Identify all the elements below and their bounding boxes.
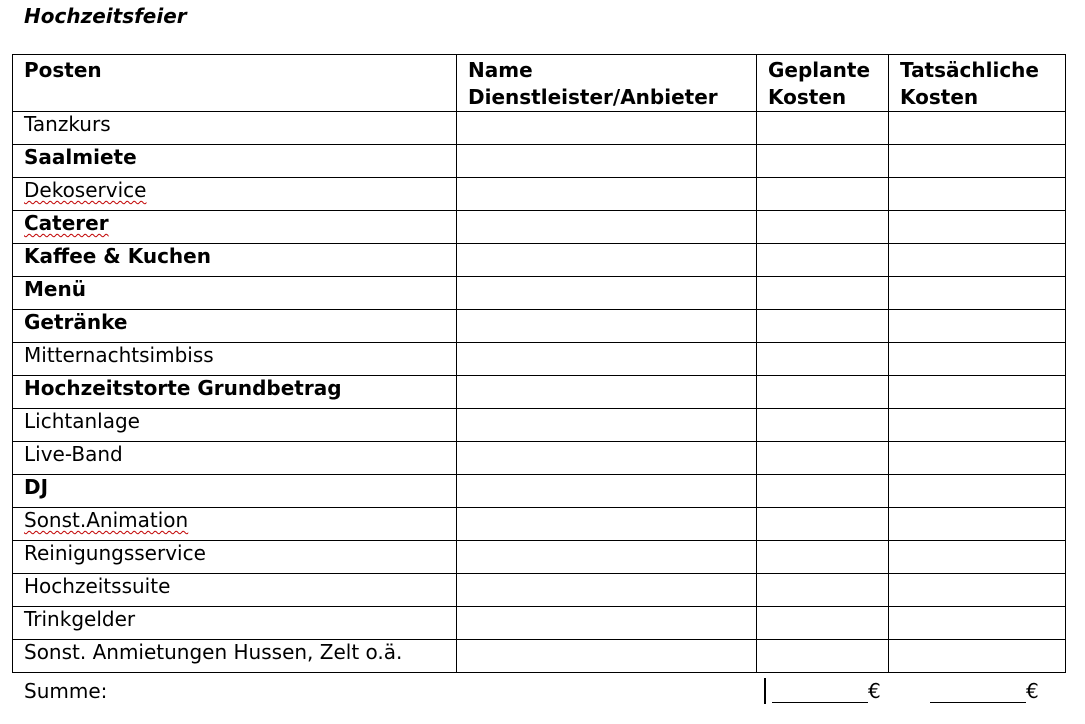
cell-posten[interactable]: [13, 178, 457, 211]
cell-geplant[interactable]: [757, 574, 889, 607]
cell-geplant[interactable]: [757, 442, 889, 475]
cell-geplant[interactable]: [757, 343, 889, 376]
currency-symbol: €: [1026, 679, 1039, 703]
cell-posten[interactable]: [13, 508, 457, 541]
cell-tatsaechlich[interactable]: [889, 343, 1066, 376]
table-row: [13, 640, 1066, 673]
document-title: Hochzeitsfeier: [24, 4, 187, 28]
cell-posten-text: Caterer: [24, 211, 109, 235]
cell-name[interactable]: [457, 640, 757, 673]
cell-tatsaechlich[interactable]: [889, 508, 1066, 541]
table-row: [13, 574, 1066, 607]
table-row: [13, 508, 1066, 541]
header-tatsaechliche-kosten: Tatsächliche Kosten: [889, 55, 1066, 112]
cell-posten[interactable]: [13, 211, 457, 244]
cell-name[interactable]: [457, 178, 757, 211]
cell-posten[interactable]: Lichtanlage: [13, 409, 457, 442]
cell-geplant[interactable]: [757, 640, 889, 673]
cell-posten[interactable]: Trinkgelder: [13, 607, 457, 640]
cell-name[interactable]: [457, 475, 757, 508]
table-header-row: [13, 55, 1066, 112]
cell-geplant[interactable]: [757, 145, 889, 178]
table-row: [13, 607, 1066, 640]
cell-name[interactable]: [457, 409, 757, 442]
cell-name[interactable]: [457, 112, 757, 145]
cell-tatsaechlich[interactable]: [889, 541, 1066, 574]
table-row: [13, 376, 1066, 409]
cell-tatsaechlich[interactable]: [889, 178, 1066, 211]
cost-table: [12, 54, 1066, 673]
cell-geplant[interactable]: [757, 112, 889, 145]
header-posten: Posten: [13, 55, 457, 112]
cell-posten-text: Sonst.Animation: [24, 508, 189, 532]
cell-posten[interactable]: Hochzeitstorte Grundbetrag: [13, 376, 457, 409]
cell-geplant[interactable]: [757, 541, 889, 574]
sum-tatsaechlich-field[interactable]: [930, 679, 1039, 703]
table-row: [13, 178, 1066, 211]
cell-posten[interactable]: Menü: [13, 277, 457, 310]
cell-posten-text: Dekoservice: [24, 178, 147, 202]
cell-name[interactable]: [457, 607, 757, 640]
cell-name[interactable]: [457, 277, 757, 310]
table-row: [13, 277, 1066, 310]
cell-tatsaechlich[interactable]: [889, 607, 1066, 640]
table-row: [13, 541, 1066, 574]
cell-posten[interactable]: DJ: [13, 475, 457, 508]
sum-geplant-field[interactable]: [772, 679, 881, 703]
cell-posten[interactable]: Live-Band: [13, 442, 457, 475]
cell-posten[interactable]: Reinigungsservice: [13, 541, 457, 574]
cell-geplant[interactable]: [757, 409, 889, 442]
cell-geplant[interactable]: [757, 376, 889, 409]
table-row: [13, 145, 1066, 178]
cell-tatsaechlich[interactable]: [889, 475, 1066, 508]
cell-geplant[interactable]: [757, 244, 889, 277]
cell-posten[interactable]: Saalmiete: [13, 145, 457, 178]
table-row: [13, 343, 1066, 376]
cell-name[interactable]: [457, 574, 757, 607]
summary-row: [0, 674, 1085, 714]
currency-symbol: €: [868, 679, 881, 703]
cell-tatsaechlich[interactable]: [889, 310, 1066, 343]
summe-label: Summe:: [24, 679, 108, 703]
cell-tatsaechlich[interactable]: [889, 574, 1066, 607]
table-row: [13, 112, 1066, 145]
cell-geplant[interactable]: [757, 475, 889, 508]
cell-name[interactable]: [457, 343, 757, 376]
cell-tatsaechlich[interactable]: [889, 640, 1066, 673]
cell-name[interactable]: [457, 211, 757, 244]
cell-posten[interactable]: Hochzeitssuite: [13, 574, 457, 607]
text-cursor: [764, 678, 766, 704]
cell-name[interactable]: [457, 508, 757, 541]
cell-geplant[interactable]: [757, 607, 889, 640]
table-row: [13, 475, 1066, 508]
cell-name[interactable]: [457, 310, 757, 343]
cell-tatsaechlich[interactable]: [889, 145, 1066, 178]
cell-name[interactable]: [457, 145, 757, 178]
cell-geplant[interactable]: [757, 211, 889, 244]
sum-tatsaechlich-blank[interactable]: [930, 680, 1026, 703]
cell-name[interactable]: [457, 541, 757, 574]
sum-geplant-blank[interactable]: [772, 680, 868, 703]
cell-posten[interactable]: Kaffee & Kuchen: [13, 244, 457, 277]
cell-geplant[interactable]: [757, 277, 889, 310]
header-geplante-kosten: Geplante Kosten: [757, 55, 889, 112]
table-row: [13, 211, 1066, 244]
cell-posten[interactable]: Mitternachtsimbiss: [13, 343, 457, 376]
cell-tatsaechlich[interactable]: [889, 244, 1066, 277]
cell-tatsaechlich[interactable]: [889, 112, 1066, 145]
cell-posten[interactable]: Getränke: [13, 310, 457, 343]
header-name-dienstleister: Name Dienstleister/Anbieter: [457, 55, 757, 112]
cell-geplant[interactable]: [757, 508, 889, 541]
cell-name[interactable]: [457, 376, 757, 409]
cell-tatsaechlich[interactable]: [889, 442, 1066, 475]
cell-geplant[interactable]: [757, 178, 889, 211]
cell-geplant[interactable]: [757, 310, 889, 343]
cell-tatsaechlich[interactable]: [889, 409, 1066, 442]
cell-name[interactable]: [457, 244, 757, 277]
cell-name[interactable]: [457, 442, 757, 475]
table-row: [13, 244, 1066, 277]
table-row: [13, 310, 1066, 343]
table-row: [13, 409, 1066, 442]
cell-tatsaechlich[interactable]: [889, 376, 1066, 409]
cell-tatsaechlich[interactable]: [889, 211, 1066, 244]
cell-posten[interactable]: Sonst. Anmietungen Hussen, Zelt o.ä.: [13, 640, 457, 673]
table-row: [13, 442, 1066, 475]
cell-tatsaechlich[interactable]: [889, 277, 1066, 310]
cell-posten[interactable]: Tanzkurs: [13, 112, 457, 145]
